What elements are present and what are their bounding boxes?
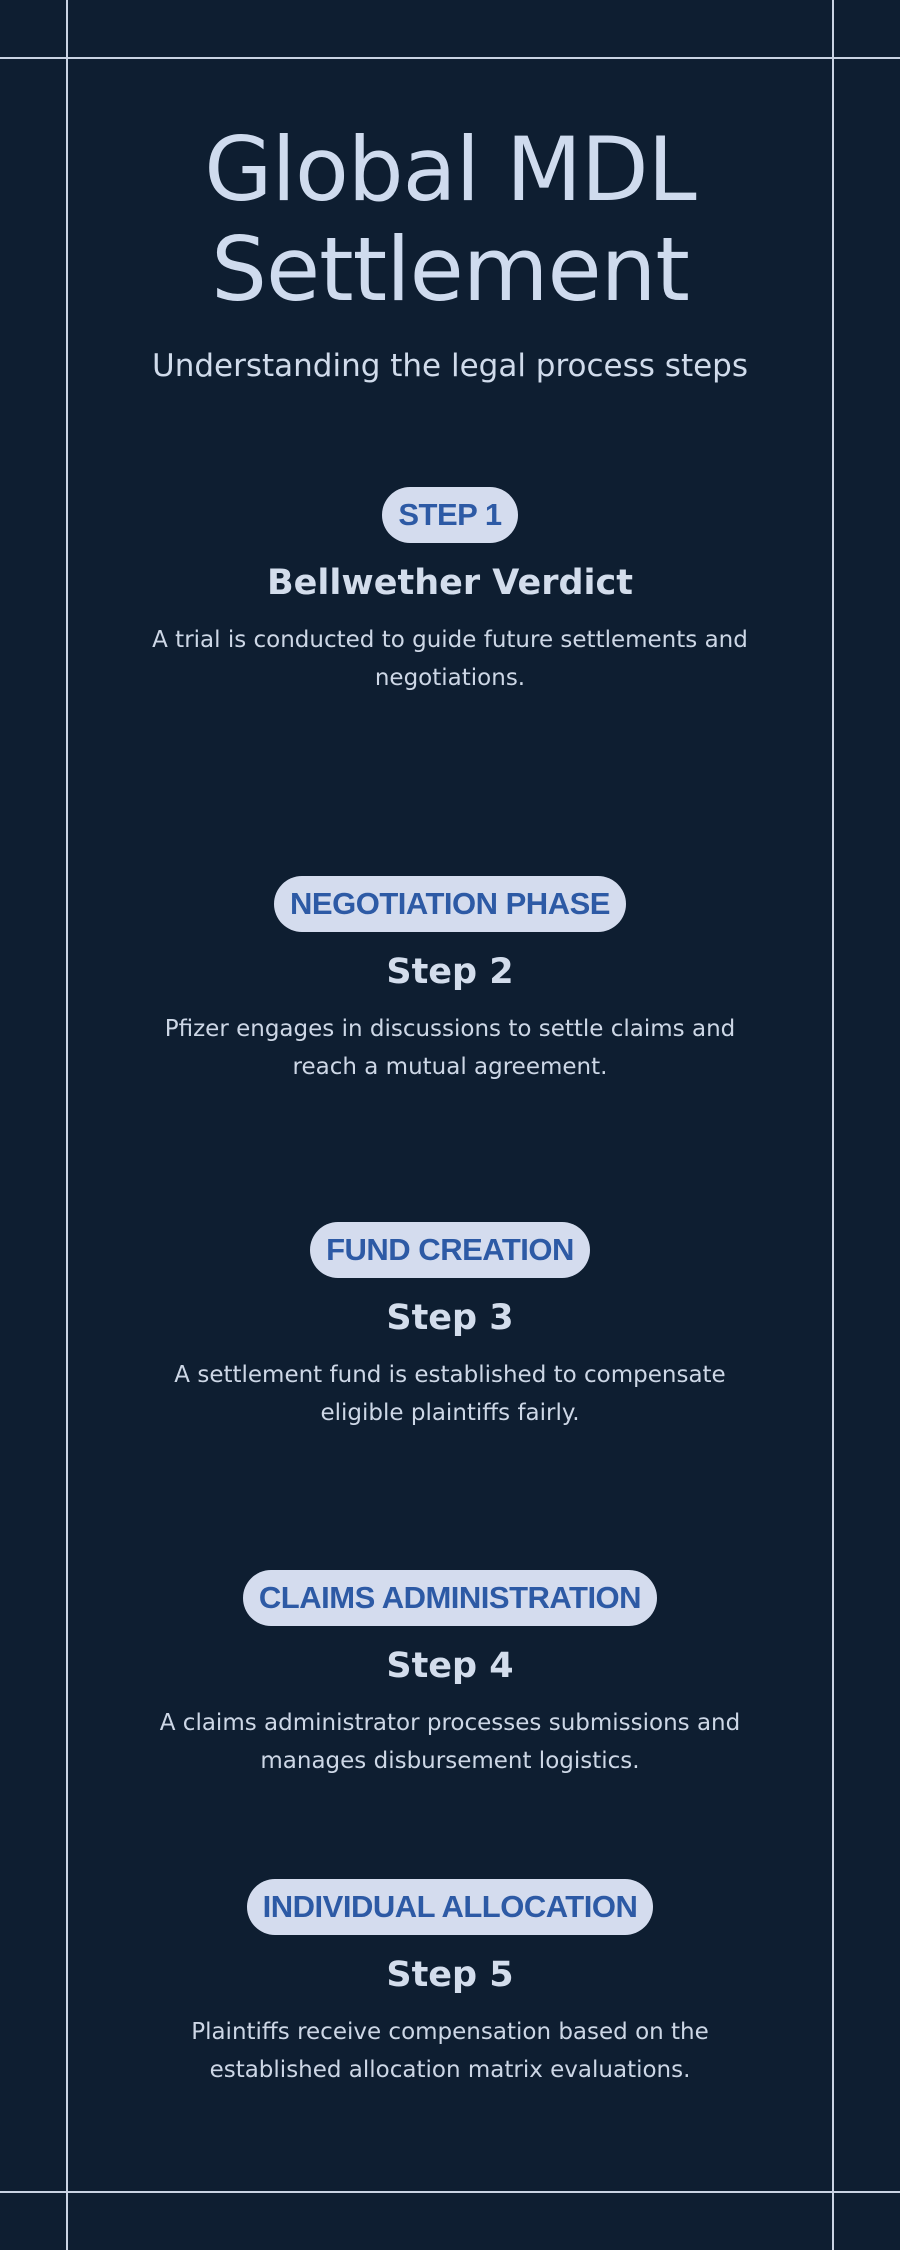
page-header xyxy=(68,120,832,386)
step-title: Step 3 xyxy=(386,1298,514,1338)
step-4 xyxy=(68,1570,832,1780)
step-1 xyxy=(68,487,832,697)
step-2 xyxy=(68,876,832,1086)
step-badge: FUND CREATION xyxy=(310,1222,590,1278)
step-description: A claims administrator processes submissions and manages disbursement logistics. xyxy=(159,1710,741,1774)
page-title-line-2: Settlement xyxy=(211,218,689,321)
step-badge: NEGOTIATION PHASE xyxy=(274,876,626,932)
step-5 xyxy=(68,1879,832,2089)
step-description: A trial is conducted to guide future settlements and negotiations. xyxy=(152,627,748,691)
step-3 xyxy=(68,1222,832,1432)
step-description: A settlement fund is established to compensate eligible plaintiffs fairly. xyxy=(174,1362,726,1426)
page-subtitle: Understanding the legal process steps xyxy=(152,348,748,384)
step-title: Step 5 xyxy=(386,1955,514,1995)
top-guide-line xyxy=(0,57,900,59)
step-description: Pfizer engages in discussions to settle claims and reach a mutual agreement. xyxy=(164,1016,736,1080)
step-badge: CLAIMS ADMINISTRATION xyxy=(243,1570,657,1626)
step-badge: INDIVIDUAL ALLOCATION xyxy=(247,1879,654,1935)
page-title-line-1: Global MDL xyxy=(204,118,696,221)
right-guide-line xyxy=(832,0,834,2250)
step-description: Plaintiffs receive compensation based on the established allocation matrix evaluations. xyxy=(191,2019,709,2083)
step-badge: STEP 1 xyxy=(382,487,517,543)
step-title: Step 4 xyxy=(386,1646,514,1686)
step-title: Step 2 xyxy=(386,952,514,992)
bottom-guide-line xyxy=(0,2191,900,2193)
page-title xyxy=(68,120,832,320)
step-title: Bellwether Verdict xyxy=(266,563,633,603)
